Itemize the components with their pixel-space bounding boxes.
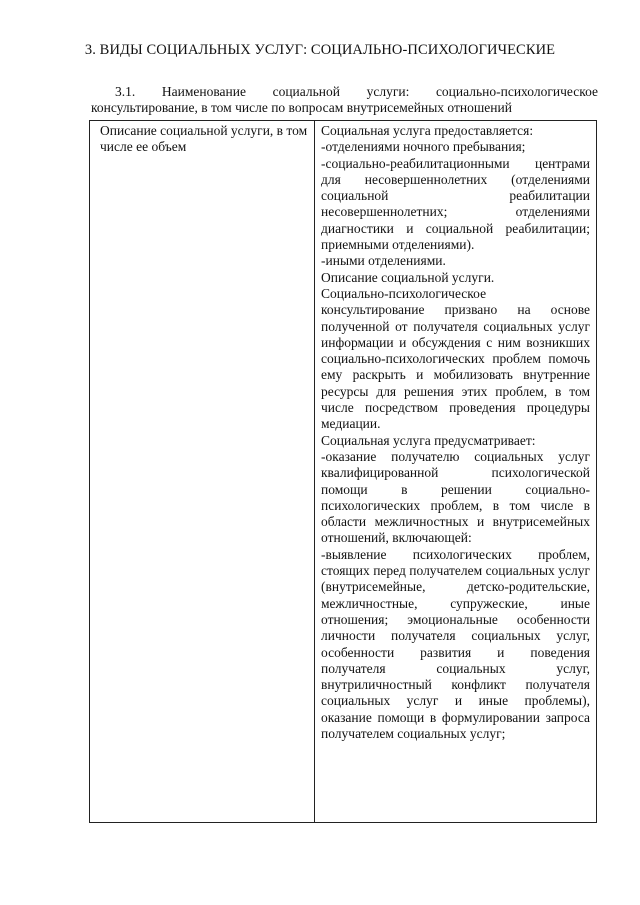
content-paragraph: -социально-реабилитационными центрами для несовершеннолетних (отделениями социальной реабилитации несовершеннолетних; отделениями диагностики и социальной реабилитации; приемными отделениями). xyxy=(321,155,590,253)
content-paragraph: Социально-психологическое консультирование призвано на основе полученной от получателя социальных услуг информации и обсуждения с ним возникших социально-психологических проблем помочь ему раскрыть и мобилизовать внутренние ресурсы для решения этих проблем, в том числе посредством проведения процедуры медиации. xyxy=(321,285,590,432)
subsection-line-1: 3.1. Наименование социальной услуги: социально-психологическое xyxy=(115,84,598,99)
table-row xyxy=(90,121,597,823)
subsection-line-2: консультирование, в том числе по вопросам внутрисемейных отношений xyxy=(91,100,512,115)
service-description-label: Описание социальной услуги, в том числе ее объем xyxy=(100,123,308,155)
content-paragraph: Социальная услуга предусматривает: xyxy=(321,432,536,448)
content-paragraph: Описание социальной услуги. xyxy=(321,269,495,285)
content-paragraph: -отделениями ночного пребывания; xyxy=(321,139,526,155)
table-content-cell xyxy=(315,121,597,823)
subsection-heading xyxy=(91,84,598,116)
content-paragraph: -иными отделениями. xyxy=(321,253,446,269)
section-title: 3. ВИДЫ СОЦИАЛЬНЫХ УСЛУГ: СОЦИАЛЬНО-ПСИХОЛОГИЧЕСКИЕ xyxy=(84,42,556,58)
content-paragraph: Социальная услуга предоставляется: xyxy=(321,123,534,138)
content-paragraph: -выявление психологических проблем, стоящих перед получателем социальных услуг (внутрисемейные, детско-родительские, межличностные, супружеские, иные отношения; эмоциональные особенности личности получателя социальных услуг, особенности развития и поведения получателя социальных услуг, внутриличностный конфликт получателя социальных услуг и иные проблемы), оказание помощи в формулировании запроса получателем социальных услуг; xyxy=(321,546,590,741)
content-paragraph: -оказание получателю социальных услуг квалифицированной психологической помощи в решении социально-психологических проблем, в том числе в области межличностных и внутрисемейных отношений, включающей: xyxy=(321,448,590,546)
service-table xyxy=(89,120,597,823)
table-label-cell xyxy=(90,121,315,823)
